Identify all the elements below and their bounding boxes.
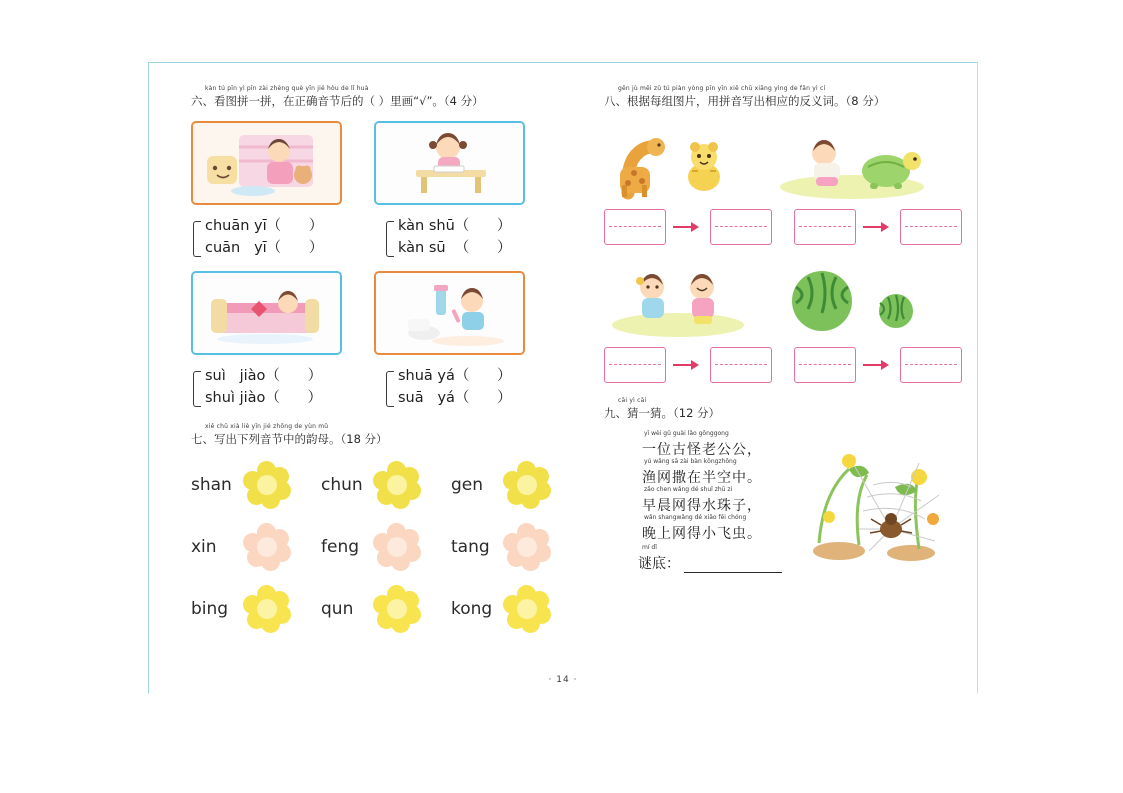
flower-icon[interactable] xyxy=(373,461,421,509)
section-8-heading xyxy=(604,85,949,109)
syllable-label: xin xyxy=(191,537,217,557)
riddle-line-pinyin: wǎn shangwǎng dé xiǎo fēi chóng xyxy=(644,514,747,521)
answer-group-1[interactable] xyxy=(604,209,772,245)
section-9-heading-pinyin: cāi yì cāi xyxy=(618,397,647,404)
flower-item[interactable] xyxy=(191,523,321,571)
riddle-line-pinyin: zǎo chen wǎng dé shuǐ zhū zi xyxy=(644,486,733,493)
choice-option[interactable]: suā yá（ ） xyxy=(398,390,512,406)
riddle-answer-row[interactable] xyxy=(638,544,799,573)
flower-item[interactable] xyxy=(451,523,581,571)
syllable-label: qun xyxy=(321,599,354,619)
choice-option[interactable]: suì jiào（ ） xyxy=(205,368,323,384)
picture-reading xyxy=(374,121,525,205)
flower-item[interactable] xyxy=(191,461,321,509)
section-7-flower-grid xyxy=(191,461,581,633)
flower-icon[interactable] xyxy=(373,585,421,633)
choice-option[interactable]: kàn shū（ ） xyxy=(398,218,512,234)
choice-option[interactable]: shuì jiào（ ） xyxy=(205,390,323,406)
flower-icon[interactable] xyxy=(503,523,551,571)
section-7-heading xyxy=(191,423,581,447)
syllable-label: shan xyxy=(191,475,232,495)
riddle-line xyxy=(638,514,799,543)
section-8-picture-row-1 xyxy=(604,123,949,201)
write-box[interactable] xyxy=(710,347,772,383)
section-9-body xyxy=(604,430,949,573)
flower-item[interactable] xyxy=(451,461,581,509)
picture-spider-web xyxy=(799,433,949,573)
flower-item[interactable] xyxy=(321,585,451,633)
picture-baby-and-turtle xyxy=(778,123,930,201)
choice-group-2[interactable] xyxy=(384,215,545,259)
section-8-heading-text: 八、根据每组图片，用拼音写出相应的反义词。（8 分） xyxy=(604,94,886,108)
flower-item[interactable] xyxy=(451,585,581,633)
write-box[interactable] xyxy=(794,209,856,245)
flower-row xyxy=(191,461,581,509)
flower-icon[interactable] xyxy=(243,523,291,571)
section-8-heading-pinyin: gēn jù měi zǔ tú piàn yòng pīn yīn xiě chū xiāng yìng de fǎn yì cí xyxy=(618,85,826,92)
choice-option[interactable]: cuān yī（ ） xyxy=(205,240,324,256)
riddle-line xyxy=(638,458,799,487)
syllable-label: kong xyxy=(451,599,493,619)
flower-row xyxy=(191,585,581,633)
flower-icon[interactable] xyxy=(503,585,551,633)
write-box[interactable] xyxy=(604,347,666,383)
section-8-picture-row-2 xyxy=(604,261,949,339)
flower-item[interactable] xyxy=(321,461,451,509)
section-6-heading-text: 六、看图拼一拼，在正确音节后的（ ）里画“√”。（4 分） xyxy=(191,94,484,108)
section-9-heading-text: 九、猜一猜。（12 分） xyxy=(604,406,721,420)
riddle-line-pinyin: yī wèi gǔ guài lǎo gōnggong xyxy=(644,430,729,437)
section-8-answer-row-1 xyxy=(604,209,949,245)
choice-option[interactable]: chuān yī（ ） xyxy=(205,218,324,234)
section-6-heading-pinyin: kàn tú pīn yì pīn zài zhèng què yīn jié hòu de lǐ huà xyxy=(205,85,369,92)
syllable-label: feng xyxy=(321,537,360,557)
flower-item[interactable] xyxy=(191,585,321,633)
section-6-choices-row-2 xyxy=(191,365,581,409)
syllable-label: bing xyxy=(191,599,229,619)
riddle-answer-blank[interactable] xyxy=(684,558,782,573)
answer-group-4[interactable] xyxy=(794,347,962,383)
write-box[interactable] xyxy=(900,209,962,245)
riddle-line xyxy=(638,486,799,515)
picture-giraffe-and-tiger xyxy=(604,123,756,201)
riddle-line-text: 一位古怪老公公， xyxy=(642,442,762,458)
flower-icon[interactable] xyxy=(503,461,551,509)
flower-icon[interactable] xyxy=(243,585,291,633)
choice-option[interactable]: shuā yá（ ） xyxy=(398,368,512,384)
right-column xyxy=(604,85,949,573)
picture-dressing xyxy=(191,121,342,205)
section-6-picture-row-1 xyxy=(191,121,581,205)
write-box[interactable] xyxy=(604,209,666,245)
answer-group-2[interactable] xyxy=(794,209,962,245)
flower-item[interactable] xyxy=(321,523,451,571)
riddle-answer-pinyin: mí dǐ xyxy=(642,544,657,551)
section-6-choices-row-1 xyxy=(191,215,581,259)
choice-group-4[interactable] xyxy=(384,365,545,409)
riddle-line xyxy=(638,430,799,459)
riddle-line-text: 早晨网得水珠子， xyxy=(642,498,762,514)
syllable-label: gen xyxy=(451,475,484,495)
arrow-icon xyxy=(673,221,703,233)
section-7-heading-pinyin: xiě chū xià liè yīn jié zhōng de yùn mǔ xyxy=(205,423,329,430)
section-6-picture-row-2 xyxy=(191,271,581,355)
arrow-icon xyxy=(863,359,893,371)
section-8-answer-row-2 xyxy=(604,347,949,383)
riddle-text xyxy=(604,430,799,573)
answer-group-3[interactable] xyxy=(604,347,772,383)
flower-icon[interactable] xyxy=(243,461,291,509)
picture-sleeping xyxy=(191,271,342,355)
picture-watermelons xyxy=(778,261,930,339)
worksheet-page xyxy=(148,62,978,694)
riddle-line-text: 晚上网得小飞虫。 xyxy=(642,526,762,542)
write-box[interactable] xyxy=(900,347,962,383)
choice-group-1[interactable] xyxy=(191,215,352,259)
write-box[interactable] xyxy=(794,347,856,383)
choice-group-3[interactable] xyxy=(191,365,352,409)
riddle-line-pinyin: yú wǎng sā zài bàn kōngzhōng xyxy=(644,458,737,465)
syllable-label: chun xyxy=(321,475,363,495)
riddle-answer-label: 谜底： xyxy=(638,556,680,572)
page-number: · 14 · xyxy=(548,675,578,685)
flower-row xyxy=(191,523,581,571)
section-9-heading xyxy=(604,397,949,421)
flower-icon[interactable] xyxy=(373,523,421,571)
arrow-icon xyxy=(863,221,893,233)
choice-option[interactable]: kàn sū （ ） xyxy=(398,240,512,256)
syllable-label: tang xyxy=(451,537,490,557)
write-box[interactable] xyxy=(710,209,772,245)
left-column xyxy=(191,85,581,647)
arrow-icon xyxy=(673,359,703,371)
section-6-heading xyxy=(191,85,581,109)
picture-crying-and-laughing-girls xyxy=(604,261,756,339)
riddle-line-text: 渔网撒在半空中。 xyxy=(642,470,762,486)
section-7-heading-text: 七、写出下列音节中的韵母。（18 分） xyxy=(191,432,388,446)
picture-brushing-teeth xyxy=(374,271,525,355)
